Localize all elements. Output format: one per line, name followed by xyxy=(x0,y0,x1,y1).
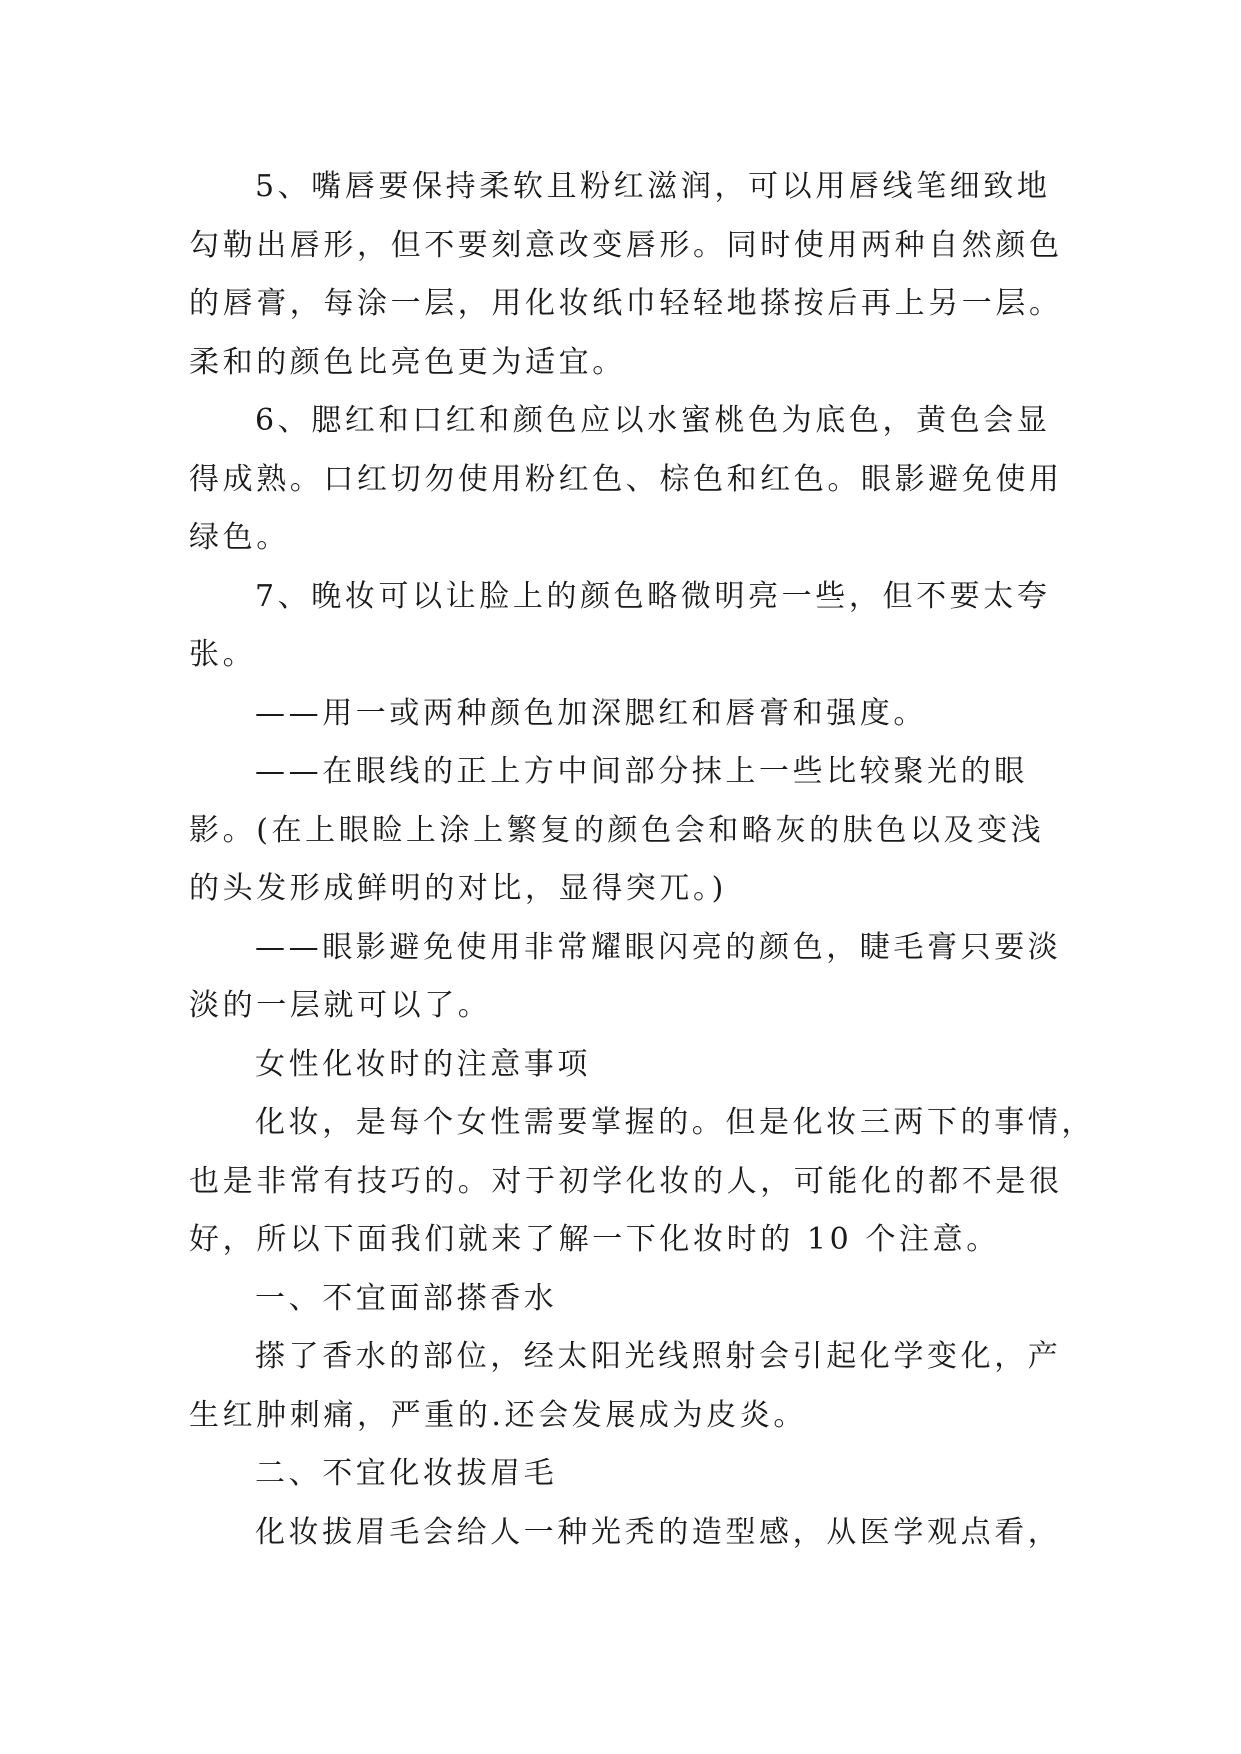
paragraph-line: 好，所以下面我们就来了解一下化妆时的 10 个注意。 xyxy=(189,1222,1000,1257)
paragraph-line: 淡的一层就可以了。 xyxy=(189,988,492,1023)
paragraph-line: ——在眼线的正上方中间部分抹上一些比较聚光的眼 xyxy=(255,754,1028,789)
paragraph-line: 搽了香水的部位，经太阳光线照射会引起化学变化，产 xyxy=(255,1339,1062,1374)
paragraph-line: 柔和的颜色比亮色更为适宜。 xyxy=(189,344,626,380)
paragraph-line: 影。(在上眼睑上涂上繁复的颜色会和略灰的肤色以及变浅 xyxy=(189,812,1045,848)
document-body xyxy=(189,158,1095,1562)
section-heading: 一、不宜面部搽香水 xyxy=(255,1280,558,1316)
paragraph-line: 勾勒出唇形，但不要刻意改变唇形。同时使用两种自然颜色 xyxy=(189,227,1063,263)
paragraph-line: 化妆拔眉毛会给人一种光秃的造型感，从医学观点看， xyxy=(255,1514,1062,1550)
paragraph-line: 绿色。 xyxy=(189,520,290,555)
paragraph-line: ——眼影避免使用非常耀眼闪亮的颜色，睫毛膏只要淡 xyxy=(255,929,1062,965)
paragraph-line: 化妆，是每个女性需要掌握的。但是化妆三两下的事情， xyxy=(255,1105,1095,1140)
section-heading: 二、不宜化妆拔眉毛 xyxy=(255,1456,558,1491)
paragraph-line: 得成熟。口红切勿使用粉红色、棕色和红色。眼影避免使用 xyxy=(189,461,1063,497)
paragraph-line: 的头发形成鲜明的对比，显得突兀。) xyxy=(189,871,727,906)
paragraph-line: 的唇膏，每涂一层，用化妆纸巾轻轻地搽按后再上另一层。 xyxy=(189,286,1063,321)
paragraph-line: 7、晚妆可以让脸上的颜色略微明亮一些，但不要太夸 xyxy=(255,578,1051,614)
paragraph-line: 生红肿刺痛，严重的.还会发展成为皮炎。 xyxy=(189,1397,807,1433)
paragraph-line: ——用一或两种颜色加深腮红和唇膏和强度。 xyxy=(255,695,927,731)
paragraph-line: 6、腮红和口红和颜色应以水蜜桃色为底色，黄色会显 xyxy=(255,403,1051,438)
paragraph-line: 5、嘴唇要保持柔软且粉红滋润，可以用唇线笔细致地 xyxy=(255,169,1051,204)
section-heading: 女性化妆时的注意事项 xyxy=(255,1046,591,1082)
paragraph-line: 也是非常有技巧的。对于初学化妆的人，可能化的都不是很 xyxy=(189,1163,1063,1199)
paragraph-line: 张。 xyxy=(189,637,257,672)
